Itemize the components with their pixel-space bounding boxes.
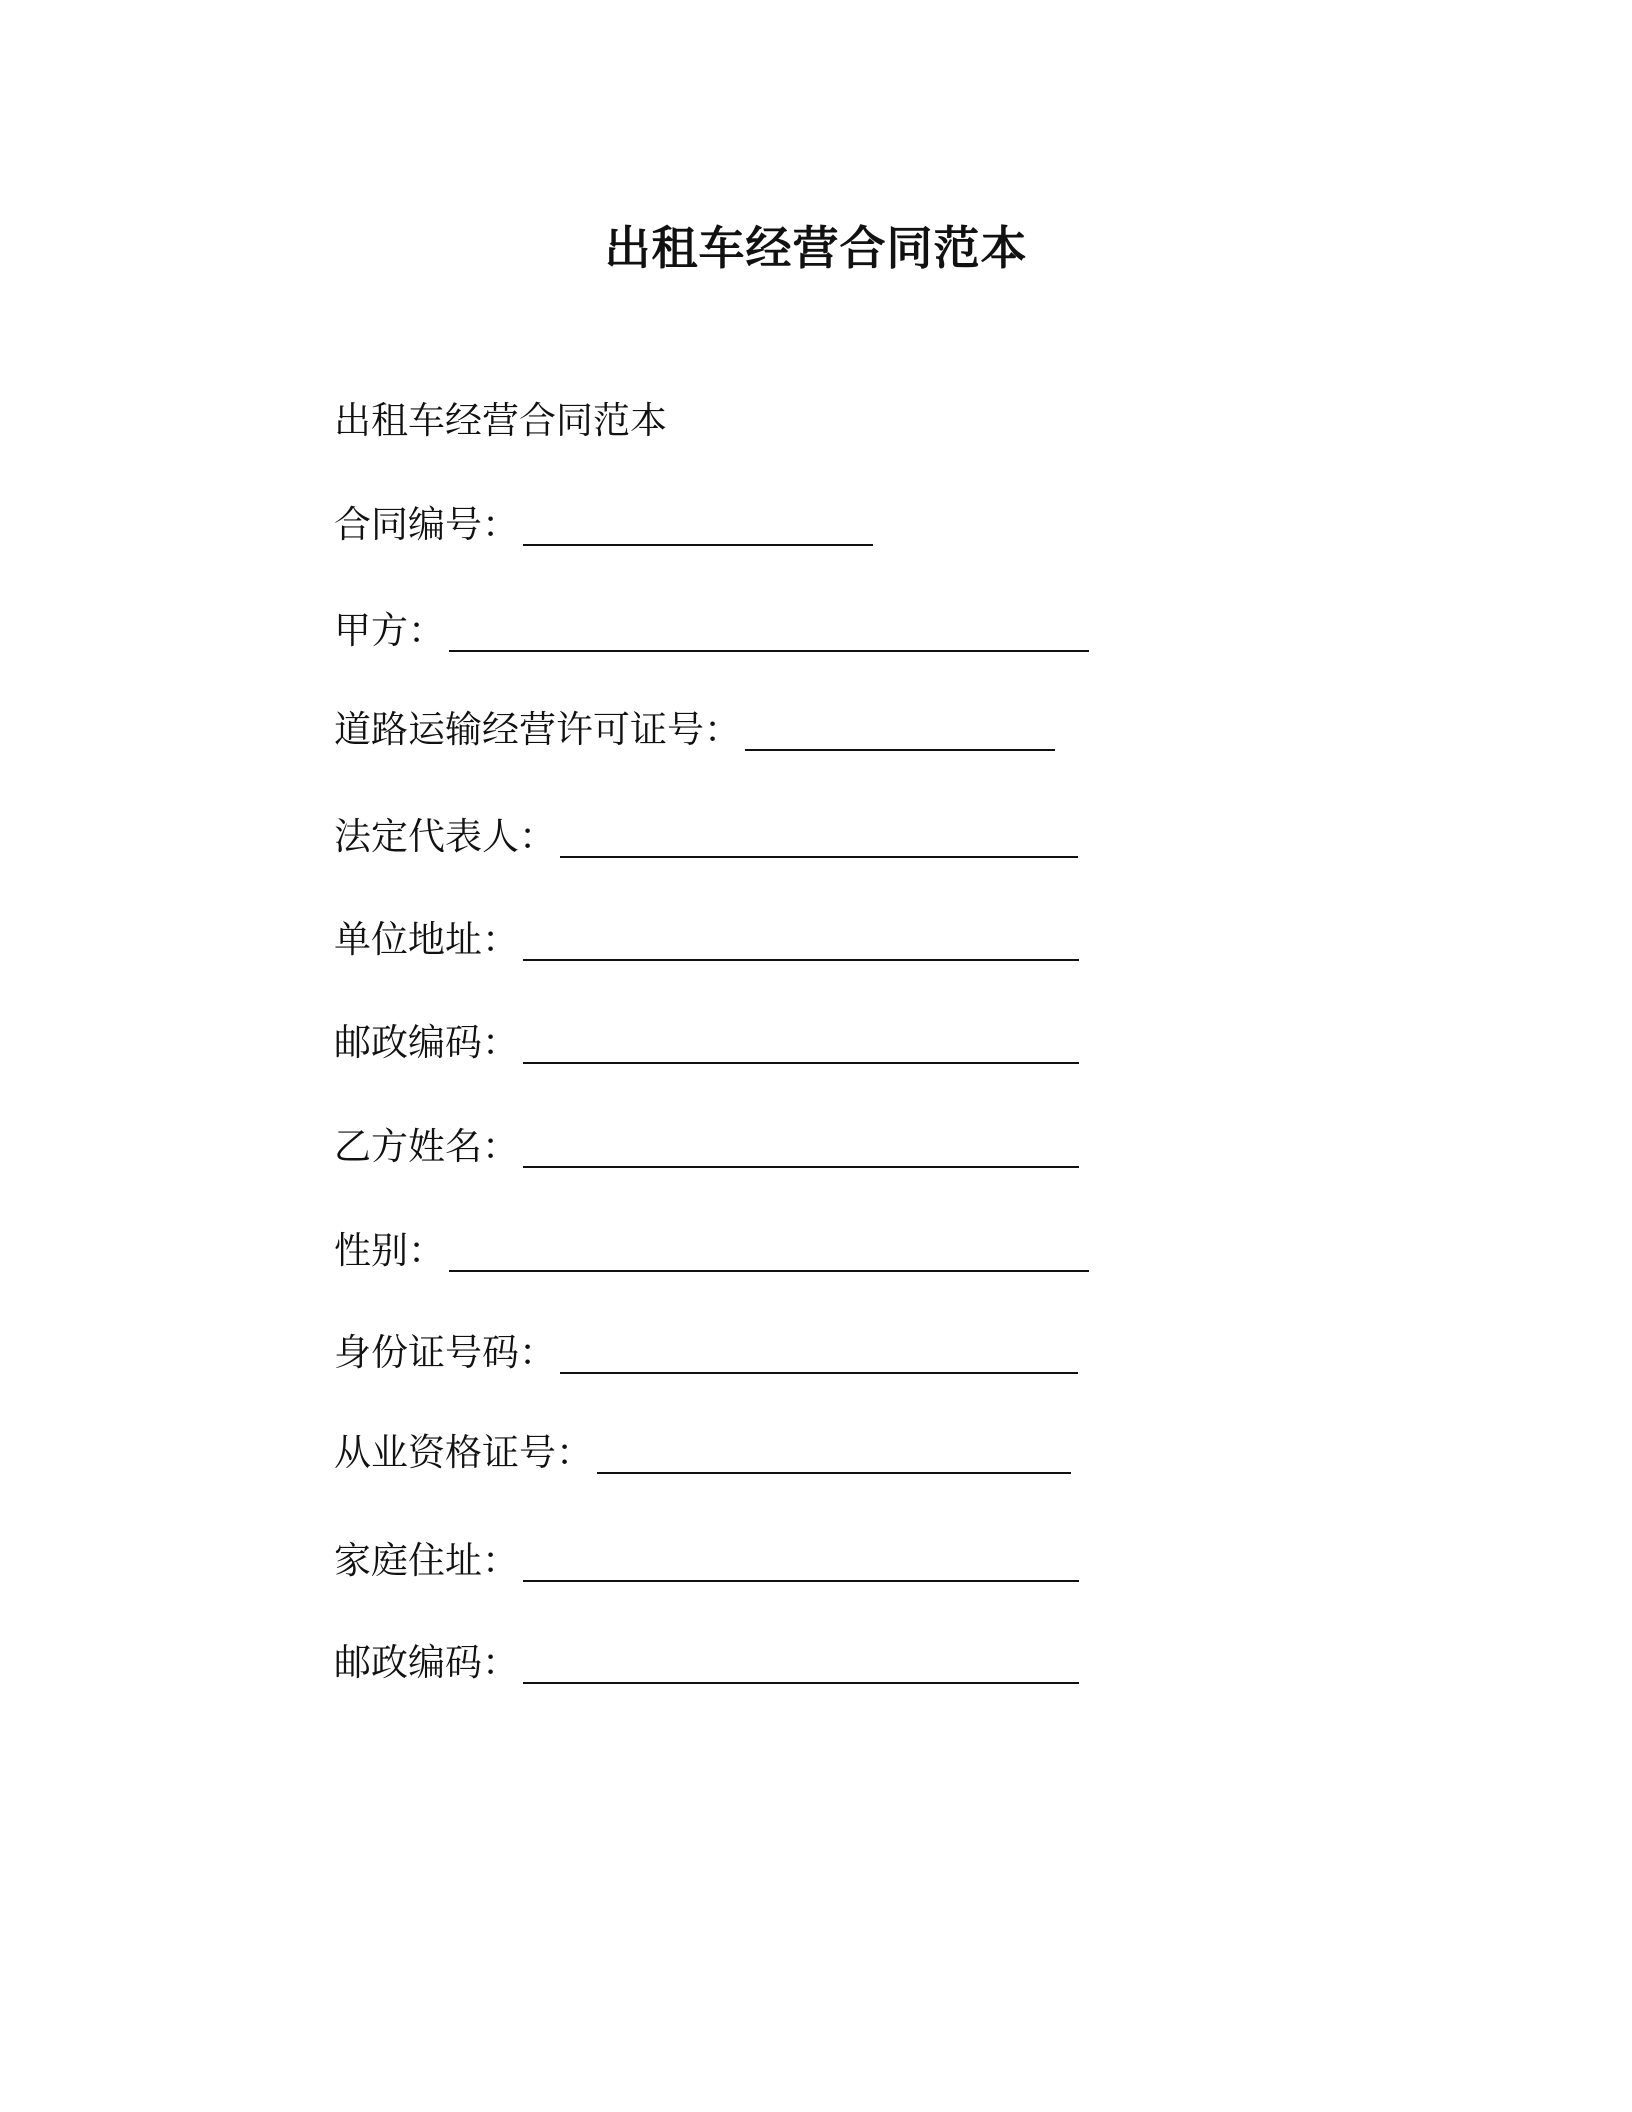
field-party-b-name	[334, 1122, 1079, 1172]
field-postal-code-b	[334, 1638, 1079, 1688]
blank-line	[523, 504, 873, 546]
field-id-number	[334, 1328, 1078, 1378]
field-label: 乙方姓名：	[334, 1125, 519, 1168]
field-label: 身份证号码：	[334, 1331, 556, 1374]
field-label: 家庭住址：	[334, 1539, 519, 1582]
field-license-number	[334, 705, 1055, 755]
field-home-address	[334, 1536, 1079, 1586]
blank-line	[560, 816, 1078, 858]
blank-line	[523, 1126, 1079, 1168]
blank-line	[523, 919, 1079, 961]
document-title: 出租车经营合同范本	[604, 221, 1028, 275]
field-label: 甲方：	[334, 609, 445, 652]
blank-line	[449, 610, 1089, 652]
field-label: 性别：	[334, 1229, 445, 1272]
blank-line	[597, 1432, 1071, 1474]
field-contract-number	[334, 500, 873, 550]
field-gender	[334, 1226, 1089, 1276]
field-legal-representative	[334, 812, 1078, 862]
blank-line	[560, 1332, 1078, 1374]
field-label: 从业资格证号：	[334, 1431, 593, 1474]
field-label: 法定代表人：	[334, 815, 556, 858]
field-label: 邮政编码：	[334, 1021, 519, 1064]
blank-line	[523, 1022, 1079, 1064]
field-label: 单位地址：	[334, 918, 519, 961]
field-company-address	[334, 915, 1079, 965]
field-label: 道路运输经营许可证号：	[334, 708, 741, 751]
field-label: 邮政编码：	[334, 1641, 519, 1684]
field-party-a	[334, 606, 1089, 656]
blank-line	[523, 1540, 1079, 1582]
blank-line	[523, 1642, 1079, 1684]
blank-line	[449, 1230, 1089, 1272]
document-subtitle: 出租车经营合同范本	[334, 399, 667, 442]
field-label: 合同编号：	[334, 503, 519, 546]
blank-line	[745, 709, 1055, 751]
field-qualification-number	[334, 1428, 1071, 1478]
field-postal-code-a	[334, 1018, 1079, 1068]
